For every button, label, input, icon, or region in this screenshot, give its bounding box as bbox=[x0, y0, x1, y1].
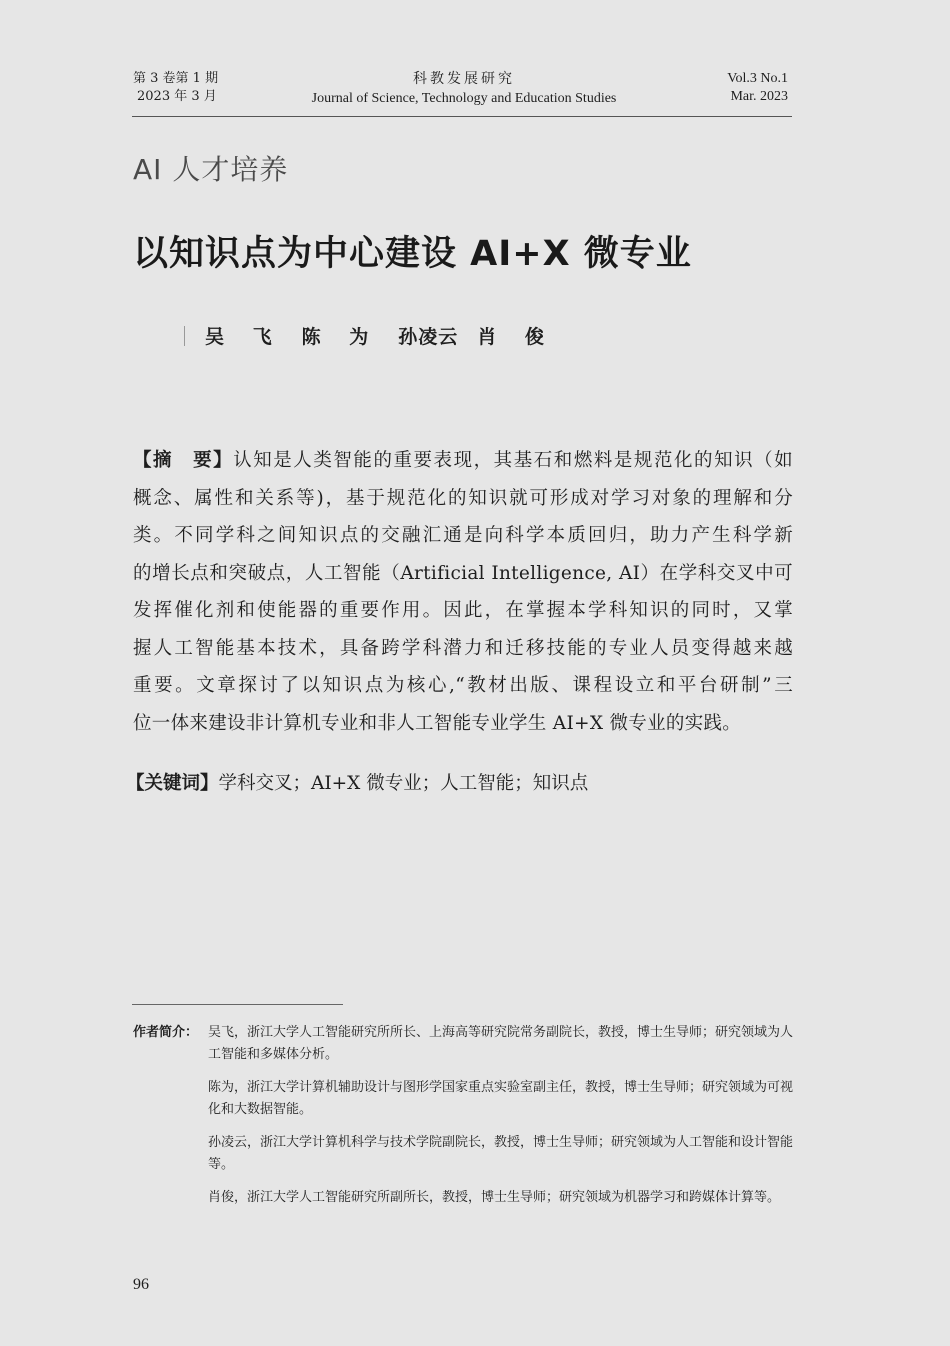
keywords-label: 【关键词】 bbox=[126, 773, 219, 794]
author-divider bbox=[184, 326, 185, 346]
author-note bbox=[133, 1077, 793, 1121]
abstract-line: 类。不同学科之间知识点的交融汇通是向科学本质回归，助力产生科学新 bbox=[133, 525, 793, 546]
header-date-en: Mar. 2023 bbox=[730, 89, 788, 104]
article-title: 以知识点为中心建设 AI+X 微专业 bbox=[133, 234, 692, 274]
abstract-line: 握人工智能基本技术，具备跨学科潜力和迁移技能的专业人员变得越来越 bbox=[133, 637, 793, 659]
header-volume-issue bbox=[133, 70, 218, 106]
header-journal bbox=[300, 70, 628, 108]
abstract-label: 【摘 要】 bbox=[133, 450, 234, 471]
section-label: AI 人才培养 bbox=[133, 153, 289, 186]
abstract-line: 位一体来建设非计算机专业和非人工智能专业学生 AI+X 微专业的实践。 bbox=[133, 712, 742, 734]
author-name: 孙凌云 bbox=[398, 326, 459, 348]
journal-name-cn: 科教发展研究 bbox=[413, 71, 515, 87]
header-volume-en bbox=[727, 70, 788, 106]
author-note-text: 孙凌云，浙江大学计算机科学与技术学院副院长，教授，博士生导师；研究领域为人工智能和设计智能等。 bbox=[208, 1135, 794, 1172]
author-list bbox=[184, 322, 574, 349]
author-note-text: 陈为，浙江大学计算机辅助设计与图形学国家重点实验室副主任，教授，博士生导师；研究领域为可视化和大数据智能。 bbox=[208, 1080, 794, 1117]
footnote-divider bbox=[132, 1004, 343, 1005]
author-note bbox=[133, 1132, 793, 1176]
journal-name-en: Journal of Science, Technology and Education Studies bbox=[311, 91, 617, 106]
keywords bbox=[126, 765, 588, 802]
author-name: 陈 为 bbox=[301, 326, 380, 348]
header-date-cn: 2023 年 3 月 bbox=[137, 89, 217, 104]
author-note-text: 肖俊，浙江大学人工智能研究所副所长，教授，博士生导师；研究领域为机器学习和跨媒体计算等。 bbox=[208, 1190, 781, 1205]
page-number: 96 bbox=[133, 1276, 149, 1293]
header-volume-number-en: Vol.3 No.1 bbox=[727, 71, 788, 86]
author-name: 吴 飞 bbox=[205, 326, 283, 348]
author-notes bbox=[133, 1022, 793, 1220]
abstract-line: 的增长点和突破点，人工智能（Artificial Intelligence, AI）在学科交叉中可 bbox=[133, 562, 793, 584]
header-divider bbox=[132, 116, 792, 117]
abstract-line: 概念、属性和关系等)，基于规范化的知识就可形成对学习对象的理解和分 bbox=[133, 487, 793, 509]
abstract-line: 发挥催化剂和使能器的重要作用。因此，在掌握本学科知识的同时，又掌 bbox=[133, 600, 793, 621]
author-note-text: 吴飞，浙江大学人工智能研究所所长、上海高等研究院常务副院长，教授，博士生导师；研究领域为人工智能和多媒体分析。 bbox=[208, 1025, 794, 1062]
abstract-line: 【摘 要】认知是人类智能的重要表现，其基石和燃料是规范化的知识（如 bbox=[133, 450, 793, 471]
header-volume-cn: 第 3 卷第 1 期 bbox=[133, 71, 219, 86]
keywords-text: 学科交叉；AI+X 微专业；人工智能；知识点 bbox=[218, 773, 589, 794]
abstract-line: 重要。文章探讨了以知识点为核心,“教材出版、课程设立和平台研制”三 bbox=[133, 675, 793, 696]
abstract bbox=[133, 442, 793, 742]
author-note bbox=[133, 1022, 793, 1066]
author-note bbox=[133, 1187, 793, 1209]
author-notes-label: 作者简介： bbox=[133, 1025, 199, 1040]
author-name: 肖 俊 bbox=[477, 326, 555, 348]
